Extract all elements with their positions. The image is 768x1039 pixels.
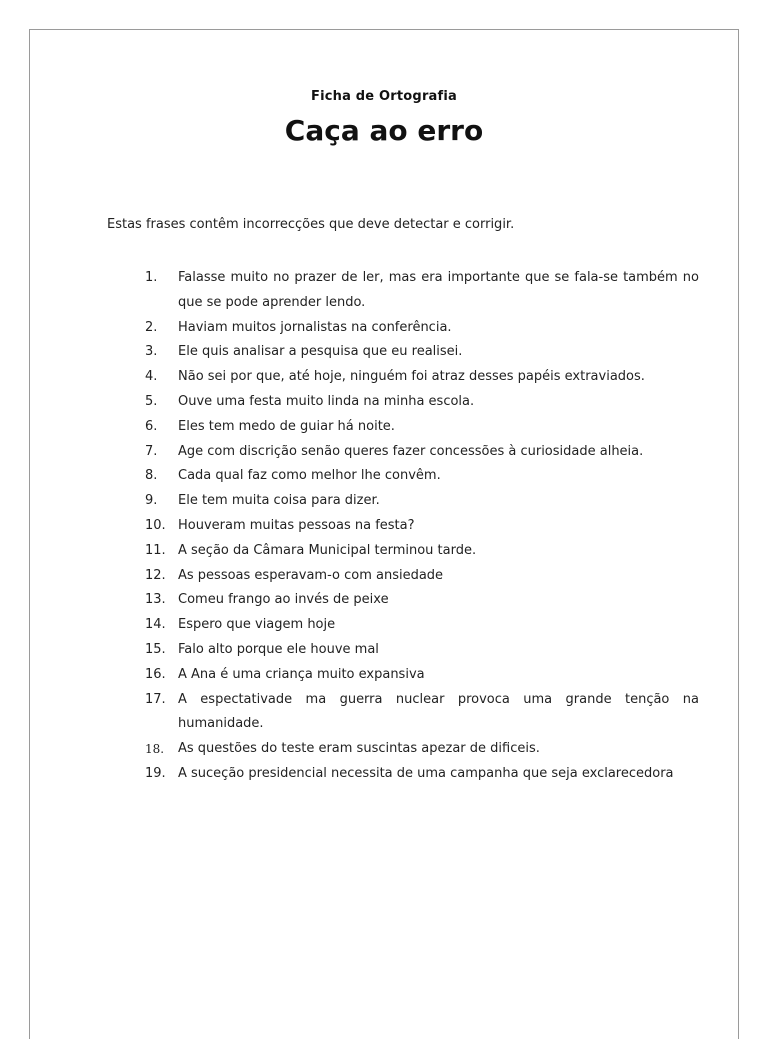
list-item: [145, 266, 699, 316]
list-item: [145, 688, 699, 738]
item-number: 9.: [145, 493, 158, 509]
item-number: 11.: [145, 542, 166, 558]
item-number: 15.: [145, 641, 166, 657]
list-item: [145, 762, 699, 787]
item-number: 4.: [145, 369, 158, 385]
item-number: 18.: [145, 742, 165, 757]
item-text: Age com discrição senão queres fazer concessões à curiosidade alheia.: [178, 443, 644, 459]
item-number: 14.: [145, 617, 166, 633]
item-text: Falo alto porque ele houve mal: [178, 641, 379, 657]
item-text: Ele quis analisar a pesquisa que eu realisei.: [178, 344, 463, 360]
list-item: [145, 415, 699, 440]
item-text: A Ana é uma criança muito expansiva: [178, 666, 425, 682]
document-title: Caça ao erro: [284, 114, 484, 147]
instructions-text: Estas frases contêm incorrecções que deve detectar e corrigir.: [107, 217, 515, 232]
item-text: Houveram muitas pessoas na festa?: [178, 517, 415, 533]
item-text: A seção da Câmara Municipal terminou tarde.: [178, 542, 477, 558]
list-item: [145, 737, 699, 762]
list-item: [145, 440, 699, 465]
item-number: 5.: [145, 393, 158, 409]
item-text: Comeu frango ao invés de peixe: [178, 592, 389, 608]
item-text: Ouve uma festa muito linda na minha escola.: [178, 393, 475, 409]
exercise-list: [145, 266, 699, 787]
item-number: 8.: [145, 468, 158, 484]
document-subtitle: Ficha de Ortografia: [310, 89, 458, 104]
item-number: 13.: [145, 592, 166, 608]
item-number: 2.: [145, 319, 158, 335]
list-item: [145, 638, 699, 663]
item-number: 10.: [145, 517, 166, 533]
list-item: [145, 539, 699, 564]
list-item: [145, 613, 699, 638]
item-text: As questões do teste eram suscintas apezar de dificeis.: [178, 741, 540, 757]
item-text: Eles tem medo de guiar há noite.: [178, 418, 395, 434]
list-item: [145, 316, 699, 341]
list-item: [145, 564, 699, 589]
item-number: 3.: [145, 344, 158, 360]
item-text: A espectativade ma guerra nuclear provoca uma grande tenção na humanidade.: [178, 691, 699, 732]
item-number: 17.: [145, 691, 166, 707]
item-number: 19.: [145, 765, 166, 781]
item-text: Espero que viagem hoje: [178, 617, 336, 633]
item-number: 7.: [145, 443, 158, 459]
list-item: [145, 365, 699, 390]
item-text: Ele tem muita coisa para dizer.: [178, 493, 380, 509]
item-text: Falasse muito no prazer de ler, mas era importante que se fala-se também no que se pode aprender lendo.: [178, 270, 699, 310]
item-text: Cada qual faz como melhor lhe convêm.: [178, 468, 441, 484]
document-page: [29, 29, 739, 1039]
list-item: [145, 340, 699, 365]
list-item: [145, 464, 699, 489]
list-item: [145, 514, 699, 539]
list-item: [145, 390, 699, 415]
list-item: [145, 588, 699, 613]
list-item: [145, 663, 699, 688]
item-number: 1.: [145, 270, 158, 285]
item-number: 16.: [145, 666, 166, 682]
item-number: 6.: [145, 418, 158, 434]
item-text: Não sei por que, até hoje, ninguém foi atraz desses papéis extraviados.: [178, 369, 645, 385]
item-text: As pessoas esperavam-o com ansiedade: [178, 567, 444, 583]
list-item: [145, 489, 699, 514]
item-number: 12.: [145, 567, 166, 583]
item-text: Haviam muitos jornalistas na conferência.: [178, 319, 452, 335]
item-text: A suceção presidencial necessita de uma campanha que seja exclarecedora: [178, 765, 674, 781]
